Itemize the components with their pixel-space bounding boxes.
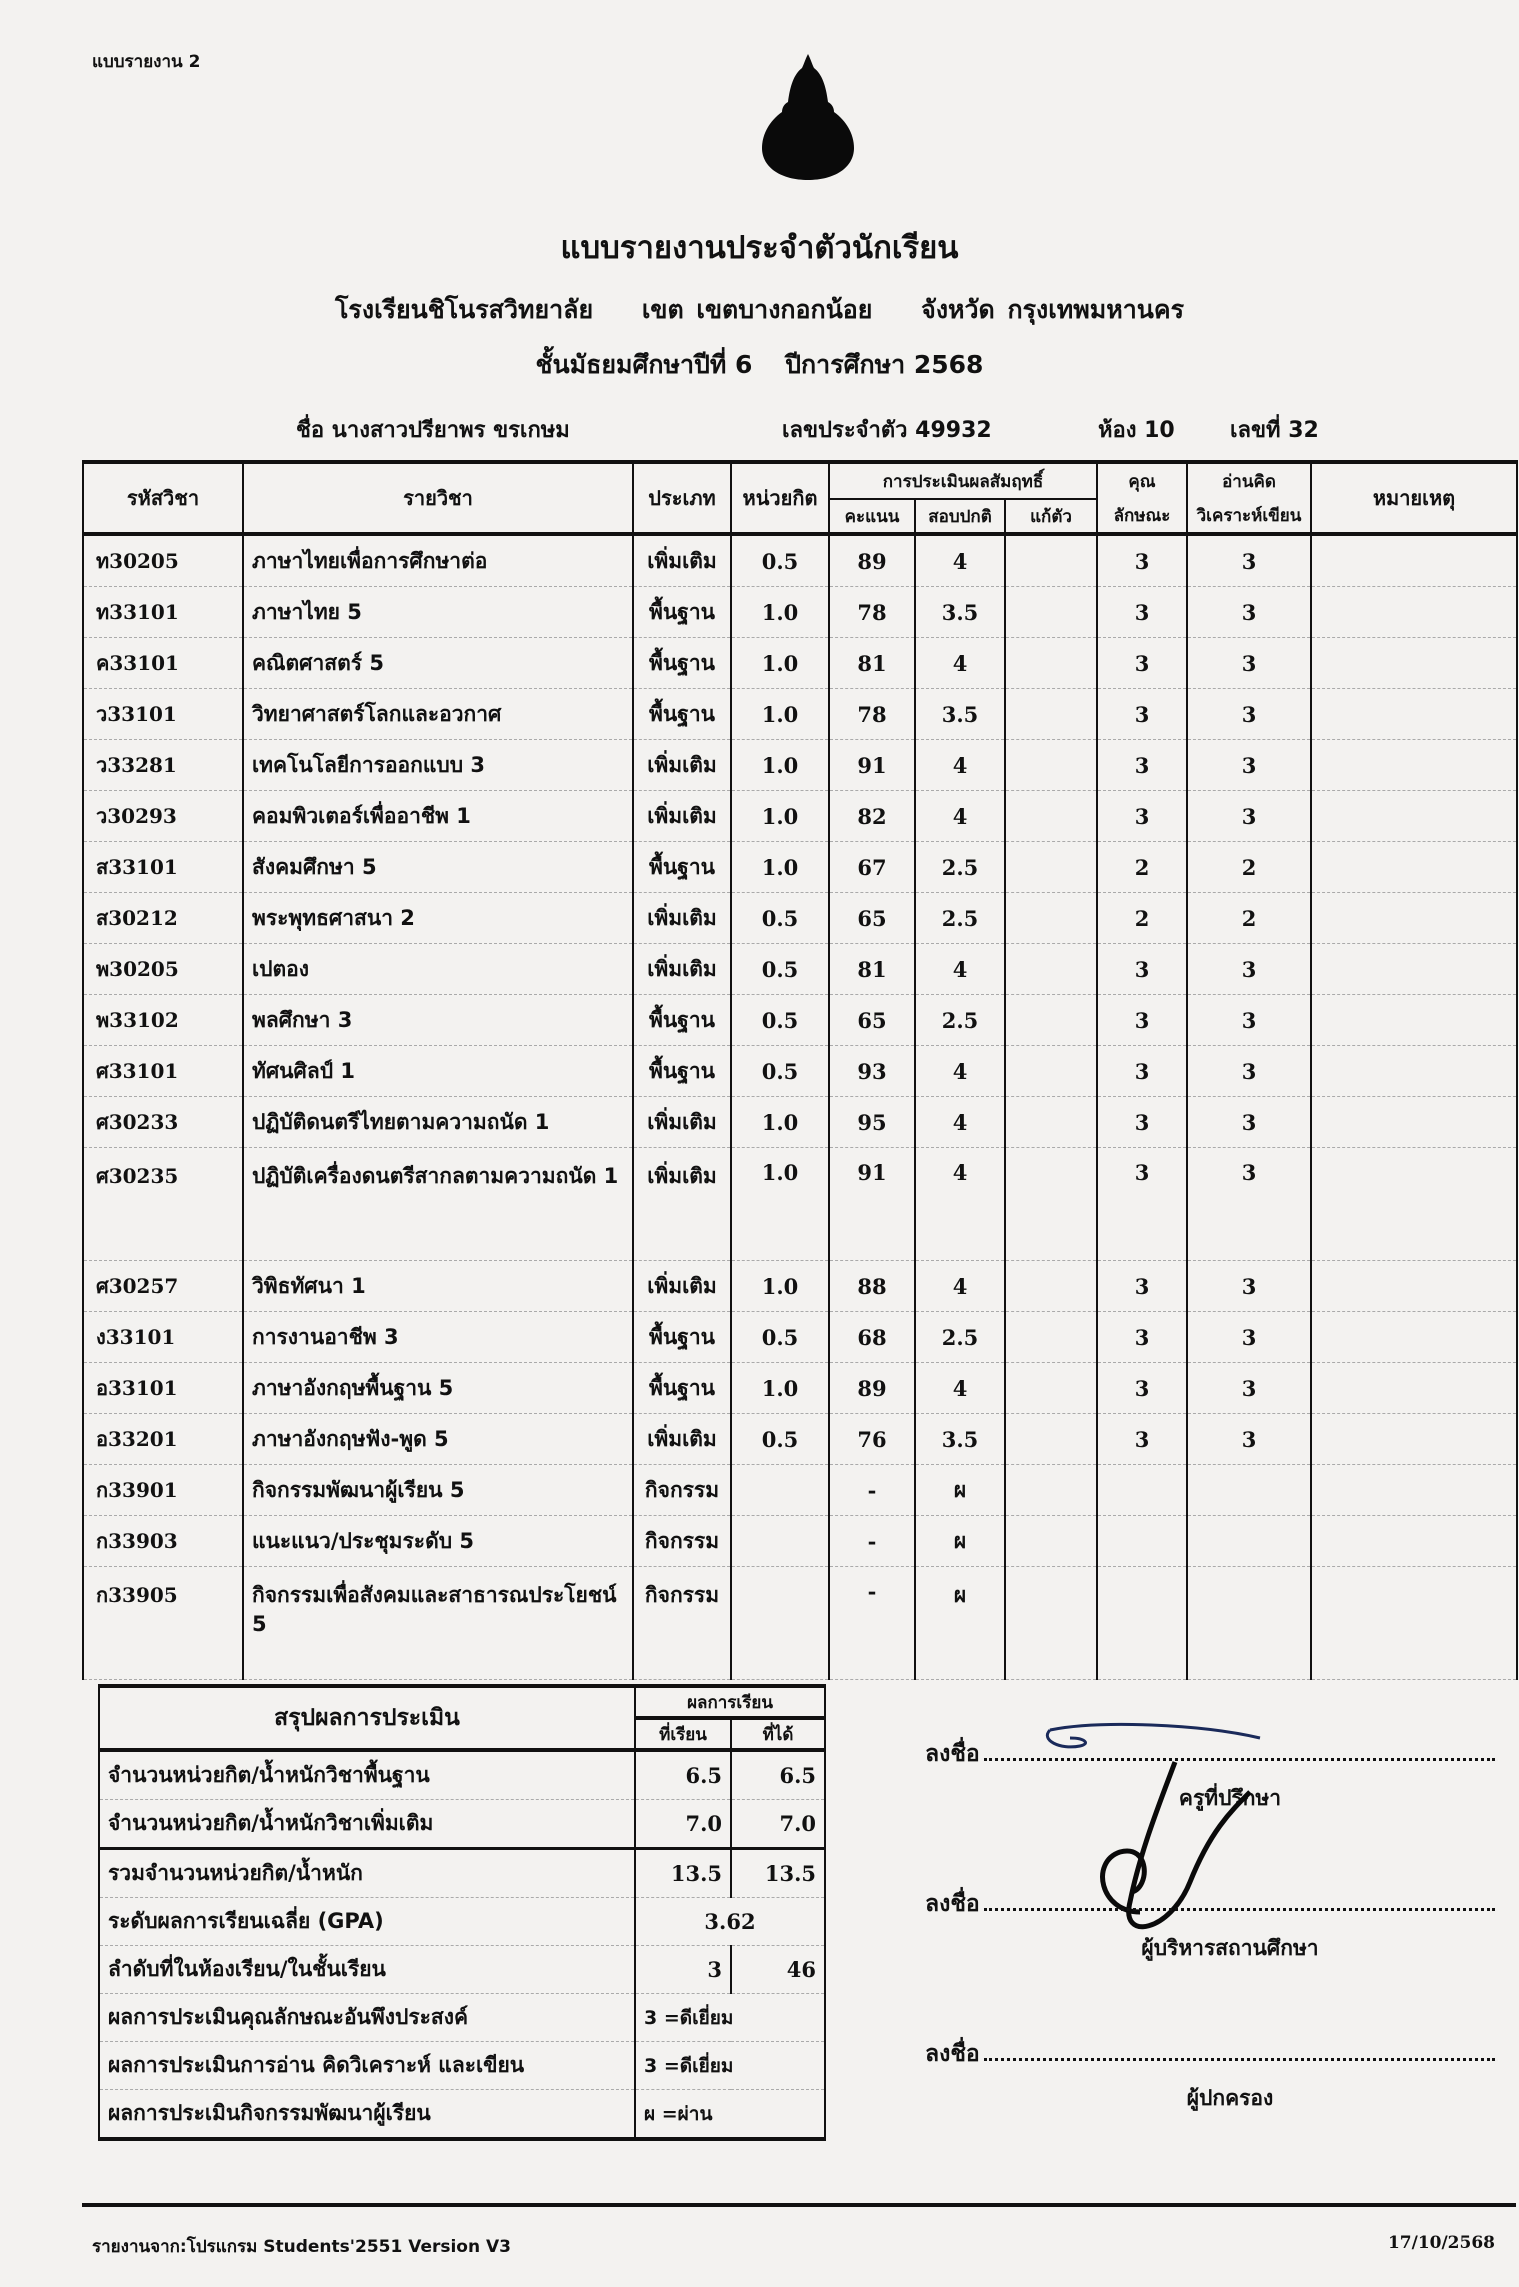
cell-code: พ30205 — [83, 944, 243, 995]
cell-retest — [1005, 740, 1097, 791]
summary-enrolled: 13.5 — [635, 1849, 731, 1898]
cell-grade: ผ — [915, 1465, 1005, 1516]
cell-subject: คอมพิวเตอร์เพื่ออาชีพ 1 — [243, 791, 633, 842]
signature-role: ผู้ปกครอง — [1186, 2086, 1274, 2110]
cell-subject: กิจกรรมพัฒนาผู้เรียน 5 — [243, 1465, 633, 1516]
cell-code: ง33101 — [83, 1312, 243, 1363]
cell-remark — [1311, 944, 1517, 995]
table-row — [83, 638, 1517, 689]
cell-retest — [1005, 995, 1097, 1046]
signature-director — [925, 1886, 1495, 1965]
form-label: แบบรายงาน 2 — [92, 52, 201, 72]
cell-score: 89 — [829, 534, 915, 587]
cell-remark — [1311, 1567, 1517, 1680]
cell-type: พื้นฐาน — [633, 689, 731, 740]
cell-remark — [1311, 587, 1517, 638]
summary-row-gpa — [99, 1898, 825, 1946]
cell-retest — [1005, 1312, 1097, 1363]
cell-code: ส30212 — [83, 893, 243, 944]
table-row — [83, 1261, 1517, 1312]
rank-in-room: 3 — [635, 1946, 731, 1994]
summary-row-rtw — [99, 2042, 825, 2090]
cell-rtw: 3 — [1187, 1097, 1311, 1148]
cell-character: 3 — [1097, 1414, 1187, 1465]
cell-remark — [1311, 1312, 1517, 1363]
header-character-top: คุณ — [1097, 462, 1187, 499]
summary-table — [98, 1684, 826, 2141]
cell-type: กิจกรรม — [633, 1465, 731, 1516]
header-subject: รายวิชา — [243, 462, 633, 534]
table-row — [83, 1414, 1517, 1465]
cell-code: ท30205 — [83, 534, 243, 587]
cell-score: 68 — [829, 1312, 915, 1363]
cell-character: 3 — [1097, 587, 1187, 638]
cell-character: 3 — [1097, 1261, 1187, 1312]
cell-rtw: 2 — [1187, 893, 1311, 944]
cell-credit: 0.5 — [731, 995, 829, 1046]
cell-code: อ33101 — [83, 1363, 243, 1414]
cell-rtw: 3 — [1187, 1261, 1311, 1312]
cell-grade: 3.5 — [915, 1414, 1005, 1465]
cell-subject: ภาษาอังกฤษพื้นฐาน 5 — [243, 1363, 633, 1414]
cell-character: 3 — [1097, 944, 1187, 995]
cell-remark — [1311, 995, 1517, 1046]
cell-subject: วิพิธทัศนา 1 — [243, 1261, 633, 1312]
summary-row-basic — [99, 1750, 825, 1800]
cell-code: ว30293 — [83, 791, 243, 842]
table-row — [83, 893, 1517, 944]
cell-type: เพิ่มเติม — [633, 944, 731, 995]
summary-label: ผลการประเมินกิจกรรมพัฒนาผู้เรียน — [99, 2090, 635, 2140]
cell-grade: 4 — [915, 1097, 1005, 1148]
table-row — [83, 1097, 1517, 1148]
school-district: เขต เขตบางกอกน้อย — [641, 295, 873, 324]
cell-retest — [1005, 534, 1097, 587]
cell-subject: ทัศนศิลป์ 1 — [243, 1046, 633, 1097]
cell-type: เพิ่มเติม — [633, 1097, 731, 1148]
cell-grade: 4 — [915, 638, 1005, 689]
cell-remark — [1311, 893, 1517, 944]
cell-rtw: 3 — [1187, 995, 1311, 1046]
cell-type: กิจกรรม — [633, 1516, 731, 1567]
table-row — [83, 995, 1517, 1046]
cell-rtw: 3 — [1187, 1363, 1311, 1414]
header-credit: หน่วยกิต — [731, 462, 829, 534]
grade-line — [0, 345, 1519, 385]
student-room: ห้อง 10 — [1098, 418, 1175, 443]
rank-in-grade: 46 — [731, 1946, 825, 1994]
cell-subject: ปฏิบัติดนตรีไทยตามความถนัด 1 — [243, 1097, 633, 1148]
grades-table — [82, 460, 1518, 1680]
cell-code: ศ30257 — [83, 1261, 243, 1312]
cell-score: 89 — [829, 1363, 915, 1414]
cell-score: - — [829, 1567, 915, 1680]
rtw-result: 3 =ดีเยี่ยม — [635, 2042, 825, 2090]
document-title: แบบรายงานประจำตัวนักเรียน — [560, 230, 959, 266]
header-score: คะแนน — [829, 499, 915, 534]
school-name: โรงเรียนชิโนรสวิทยาลัย — [335, 295, 594, 324]
cell-retest — [1005, 1148, 1097, 1261]
cell-score: 65 — [829, 995, 915, 1046]
cell-rtw: 3 — [1187, 1148, 1311, 1261]
cell-character: 3 — [1097, 534, 1187, 587]
cell-grade: 4 — [915, 791, 1005, 842]
cell-rtw — [1187, 1465, 1311, 1516]
cell-credit: 1.0 — [731, 1148, 829, 1261]
cell-type: พื้นฐาน — [633, 1312, 731, 1363]
cell-character: 3 — [1097, 1312, 1187, 1363]
header-assessment: การประเมินผลสัมฤทธิ์ — [829, 462, 1097, 499]
cell-code: ศ30235 — [83, 1148, 243, 1261]
cell-credit: 1.0 — [731, 842, 829, 893]
cell-rtw: 3 — [1187, 944, 1311, 995]
header-rtw-top: อ่านคิด — [1187, 462, 1311, 499]
cell-type: พื้นฐาน — [633, 995, 731, 1046]
cell-code: ศ33101 — [83, 1046, 243, 1097]
cell-score: 76 — [829, 1414, 915, 1465]
cell-grade: 4 — [915, 944, 1005, 995]
cell-code: ว33281 — [83, 740, 243, 791]
cell-grade: 2.5 — [915, 842, 1005, 893]
cell-grade: 4 — [915, 1148, 1005, 1261]
table-row — [83, 1363, 1517, 1414]
header-retest: แก้ตัว — [1005, 499, 1097, 534]
cell-retest — [1005, 587, 1097, 638]
summary-earned: 7.0 — [731, 1800, 825, 1849]
cell-code: ส33101 — [83, 842, 243, 893]
gpa-value: 3.62 — [635, 1898, 825, 1946]
summary-label: ระดับผลการเรียนเฉลี่ย (GPA) — [99, 1898, 635, 1946]
cell-character: 3 — [1097, 791, 1187, 842]
cell-retest — [1005, 1046, 1097, 1097]
cell-rtw: 3 — [1187, 689, 1311, 740]
cell-grade: ผ — [915, 1567, 1005, 1680]
cell-rtw: 3 — [1187, 638, 1311, 689]
cell-type: เพิ่มเติม — [633, 534, 731, 587]
cell-score: 88 — [829, 1261, 915, 1312]
cell-subject: เปตอง — [243, 944, 633, 995]
cell-credit: 1.0 — [731, 791, 829, 842]
cell-remark — [1311, 1465, 1517, 1516]
header-remark: หมายเหตุ — [1311, 462, 1517, 534]
cell-remark — [1311, 689, 1517, 740]
cell-retest — [1005, 1097, 1097, 1148]
cell-character: 2 — [1097, 842, 1187, 893]
grade-level: ชั้นมัธยมศึกษาปีที่ 6 — [535, 350, 753, 379]
cell-rtw: 3 — [1187, 534, 1311, 587]
signature-prefix: ลงชื่อ — [925, 1891, 980, 1917]
cell-remark — [1311, 740, 1517, 791]
cell-remark — [1311, 1414, 1517, 1465]
table-row — [83, 1516, 1517, 1567]
cell-score: 93 — [829, 1046, 915, 1097]
header-type: ประเภท — [633, 462, 731, 534]
cell-score: 78 — [829, 689, 915, 740]
summary-label: จำนวนหน่วยกิต/น้ำหนักวิชาเพิ่มเติม — [99, 1800, 635, 1849]
cell-character: 3 — [1097, 995, 1187, 1046]
table-row — [83, 1567, 1517, 1680]
signature-role: ผู้บริหารสถานศึกษา — [1141, 1936, 1319, 1960]
cell-rtw: 3 — [1187, 1312, 1311, 1363]
cell-grade: 4 — [915, 534, 1005, 587]
summary-earned: 6.5 — [731, 1750, 825, 1800]
summary-row-character — [99, 1994, 825, 2042]
table-row — [83, 587, 1517, 638]
cell-credit: 1.0 — [731, 740, 829, 791]
cell-score: - — [829, 1516, 915, 1567]
cell-subject: ภาษาอังกฤษฟัง-พูด 5 — [243, 1414, 633, 1465]
cell-type: พื้นฐาน — [633, 587, 731, 638]
cell-subject: ภาษาไทย 5 — [243, 587, 633, 638]
header-code: รหัสวิชา — [83, 462, 243, 534]
cell-grade: 4 — [915, 1363, 1005, 1414]
table-row — [83, 689, 1517, 740]
cell-subject: ภาษาไทยเพื่อการศึกษาต่อ — [243, 534, 633, 587]
table-row — [83, 791, 1517, 842]
cell-retest — [1005, 944, 1097, 995]
cell-score: 91 — [829, 1148, 915, 1261]
cell-retest — [1005, 689, 1097, 740]
header-character-bottom: ลักษณะ — [1097, 499, 1187, 534]
summary-row-total — [99, 1849, 825, 1898]
summary-row-additional — [99, 1800, 825, 1849]
cell-score: 95 — [829, 1097, 915, 1148]
cell-subject: ปฏิบัติเครื่องดนตรีสากลตามความถนัด 1 — [243, 1148, 633, 1261]
cell-character — [1097, 1516, 1187, 1567]
cell-type: พื้นฐาน — [633, 638, 731, 689]
cell-credit: 0.5 — [731, 893, 829, 944]
cell-grade: 2.5 — [915, 1312, 1005, 1363]
cell-character: 3 — [1097, 638, 1187, 689]
table-row — [83, 1148, 1517, 1261]
cell-credit — [731, 1465, 829, 1516]
cell-retest — [1005, 1465, 1097, 1516]
summary-title: สรุปผลการประเมิน — [99, 1686, 635, 1750]
cell-character — [1097, 1567, 1187, 1680]
summary-enrolled: 7.0 — [635, 1800, 731, 1849]
cell-credit — [731, 1567, 829, 1680]
signature-role: ครูที่ปรึกษา — [1178, 1786, 1282, 1810]
cell-subject: กิจกรรมเพื่อสังคมและสาธารณประโยชน์ 5 — [243, 1567, 633, 1680]
cell-rtw: 3 — [1187, 1046, 1311, 1097]
cell-rtw: 3 — [1187, 1414, 1311, 1465]
cell-grade: 3.5 — [915, 587, 1005, 638]
cell-subject: การงานอาชีพ 3 — [243, 1312, 633, 1363]
summary-label: ลำดับที่ในห้องเรียน/ในชั้นเรียน — [99, 1946, 635, 1994]
cell-type: เพิ่มเติม — [633, 1261, 731, 1312]
cell-rtw: 3 — [1187, 791, 1311, 842]
cell-subject: พลศึกษา 3 — [243, 995, 633, 1046]
cell-code: ศ30233 — [83, 1097, 243, 1148]
cell-retest — [1005, 1363, 1097, 1414]
signature-prefix: ลงชื่อ — [925, 2041, 980, 2067]
cell-retest — [1005, 893, 1097, 944]
table-row — [83, 1046, 1517, 1097]
summary-enrolled: 6.5 — [635, 1750, 731, 1800]
cell-type: พื้นฐาน — [633, 1046, 731, 1097]
cell-credit: 1.0 — [731, 689, 829, 740]
cell-remark — [1311, 1516, 1517, 1567]
cell-grade: 4 — [915, 740, 1005, 791]
cell-type: พื้นฐาน — [633, 842, 731, 893]
cell-character: 3 — [1097, 1148, 1187, 1261]
cell-grade: 2.5 — [915, 995, 1005, 1046]
cell-type: กิจกรรม — [633, 1567, 731, 1680]
school-emblem-icon — [758, 52, 858, 180]
table-row — [83, 534, 1517, 587]
cell-character: 2 — [1097, 893, 1187, 944]
cell-code: พ33102 — [83, 995, 243, 1046]
cell-grade: 3.5 — [915, 689, 1005, 740]
cell-rtw — [1187, 1516, 1311, 1567]
cell-character: 3 — [1097, 1097, 1187, 1148]
summary-label: รวมจำนวนหน่วยกิต/น้ำหนัก — [99, 1849, 635, 1898]
academic-year: ปีการศึกษา 2568 — [785, 350, 984, 379]
footer-divider — [82, 2203, 1516, 2207]
cell-subject: คณิตศาสตร์ 5 — [243, 638, 633, 689]
student-id: เลขประจำตัว 49932 — [782, 418, 992, 443]
school-province: จังหวัด กรุงเทพมหานคร — [921, 295, 1184, 324]
signature-line[interactable] — [984, 2057, 1495, 2061]
signature-prefix: ลงชื่อ — [925, 1741, 980, 1767]
cell-retest — [1005, 638, 1097, 689]
cell-credit — [731, 1516, 829, 1567]
cell-remark — [1311, 1148, 1517, 1261]
cell-credit: 0.5 — [731, 1046, 829, 1097]
cell-credit: 1.0 — [731, 1261, 829, 1312]
cell-remark — [1311, 791, 1517, 842]
cell-retest — [1005, 1414, 1097, 1465]
school-line — [0, 290, 1519, 330]
cell-credit: 1.0 — [731, 1363, 829, 1414]
cell-remark — [1311, 1046, 1517, 1097]
footer-source: รายงานจาก:โปรแกรม Students'2551 Version V3 — [92, 2237, 511, 2257]
cell-remark — [1311, 638, 1517, 689]
cell-code: อ33201 — [83, 1414, 243, 1465]
cell-type: เพิ่มเติม — [633, 1414, 731, 1465]
cell-subject: วิทยาศาสตร์โลกและอวกาศ — [243, 689, 633, 740]
cell-code: ท33101 — [83, 587, 243, 638]
cell-code: ก33901 — [83, 1465, 243, 1516]
cell-credit: 1.0 — [731, 587, 829, 638]
cell-score: 81 — [829, 638, 915, 689]
cell-rtw — [1187, 1567, 1311, 1680]
character-result: 3 =ดีเยี่ยม — [635, 1994, 825, 2042]
table-row — [83, 1465, 1517, 1516]
summary-group-header: ผลการเรียน — [635, 1686, 825, 1718]
cell-character: 3 — [1097, 1046, 1187, 1097]
cell-subject: เทคโนโลยีการออกแบบ 3 — [243, 740, 633, 791]
cell-retest — [1005, 842, 1097, 893]
cell-remark — [1311, 1363, 1517, 1414]
summary-earned: 13.5 — [731, 1849, 825, 1898]
cell-credit: 0.5 — [731, 1312, 829, 1363]
cell-credit: 1.0 — [731, 638, 829, 689]
header-rtw-bottom: วิเคราะห์เขียน — [1187, 499, 1311, 534]
cell-score: 91 — [829, 740, 915, 791]
cell-score: - — [829, 1465, 915, 1516]
cell-character: 3 — [1097, 740, 1187, 791]
cell-score: 78 — [829, 587, 915, 638]
cell-credit: 0.5 — [731, 1414, 829, 1465]
cell-grade: 4 — [915, 1046, 1005, 1097]
cell-code: ว33101 — [83, 689, 243, 740]
summary-row-activity — [99, 2090, 825, 2140]
cell-grade: ผ — [915, 1516, 1005, 1567]
cell-remark — [1311, 1261, 1517, 1312]
cell-type: พื้นฐาน — [633, 1363, 731, 1414]
cell-character: 3 — [1097, 1363, 1187, 1414]
cell-type: เพิ่มเติม — [633, 893, 731, 944]
table-row — [83, 842, 1517, 893]
header-normal: สอบปกติ — [915, 499, 1005, 534]
summary-row-rank — [99, 1946, 825, 1994]
summary-label: ผลการประเมินการอ่าน คิดวิเคราะห์ และเขียน — [99, 2042, 635, 2090]
cell-code: ก33905 — [83, 1567, 243, 1680]
cell-remark — [1311, 1097, 1517, 1148]
cell-character — [1097, 1465, 1187, 1516]
student-name: ชื่อ นางสาวปรียาพร ขรเกษม — [296, 418, 570, 443]
cell-rtw: 3 — [1187, 740, 1311, 791]
activity-result: ผ =ผ่าน — [635, 2090, 825, 2140]
signature-guardian — [925, 2036, 1495, 2115]
cell-subject: แนะแนว/ประชุมระดับ 5 — [243, 1516, 633, 1567]
cell-score: 67 — [829, 842, 915, 893]
cell-type: เพิ่มเติม — [633, 791, 731, 842]
student-number: เลขที่ 32 — [1230, 418, 1319, 443]
cell-credit: 0.5 — [731, 944, 829, 995]
signature-line[interactable] — [984, 1907, 1495, 1911]
cell-code: ก33903 — [83, 1516, 243, 1567]
table-row — [83, 944, 1517, 995]
summary-col-earned: ที่ได้ — [731, 1718, 825, 1750]
summary-label: ผลการประเมินคุณลักษณะอันพึงประสงค์ — [99, 1994, 635, 2042]
cell-grade: 2.5 — [915, 893, 1005, 944]
cell-rtw: 3 — [1187, 587, 1311, 638]
cell-type: เพิ่มเติม — [633, 740, 731, 791]
cell-code: ค33101 — [83, 638, 243, 689]
cell-grade: 4 — [915, 1261, 1005, 1312]
cell-retest — [1005, 791, 1097, 842]
cell-credit: 0.5 — [731, 534, 829, 587]
cell-credit: 1.0 — [731, 1097, 829, 1148]
summary-col-enrolled: ที่เรียน — [635, 1718, 731, 1750]
cell-score: 82 — [829, 791, 915, 842]
summary-label: จำนวนหน่วยกิต/น้ำหนักวิชาพื้นฐาน — [99, 1750, 635, 1800]
cell-score: 81 — [829, 944, 915, 995]
cell-character: 3 — [1097, 689, 1187, 740]
cell-score: 65 — [829, 893, 915, 944]
cell-retest — [1005, 1261, 1097, 1312]
cell-remark — [1311, 842, 1517, 893]
cell-rtw: 2 — [1187, 842, 1311, 893]
cell-retest — [1005, 1567, 1097, 1680]
cell-subject: พระพุทธศาสนา 2 — [243, 893, 633, 944]
cell-retest — [1005, 1516, 1097, 1567]
footer-date: 17/10/2568 — [1387, 2233, 1495, 2253]
cell-subject: สังคมศึกษา 5 — [243, 842, 633, 893]
table-row — [83, 740, 1517, 791]
cell-type: เพิ่มเติม — [633, 1148, 731, 1261]
cell-remark — [1311, 534, 1517, 587]
table-row — [83, 1312, 1517, 1363]
